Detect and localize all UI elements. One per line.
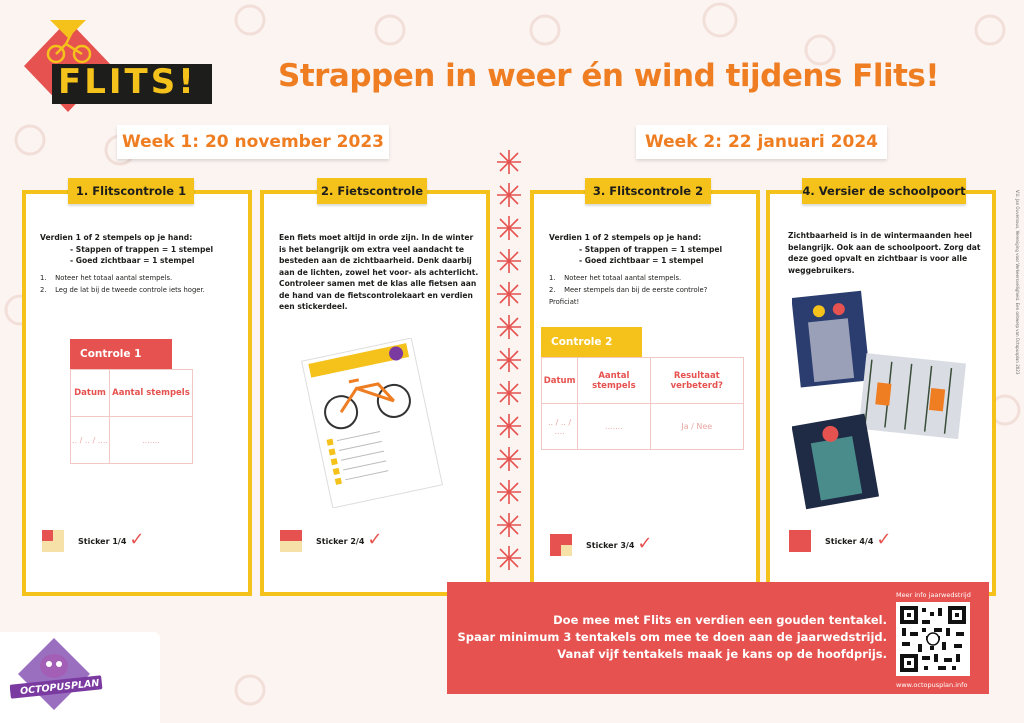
card3-intro: Verdien 1 of 2 stempels op je hand: [549, 233, 702, 242]
list-item: 1. Noteer het totaal aantal stempels. [40, 274, 173, 282]
card4-sticker [789, 530, 891, 552]
side-credit: V.U. Jan Ouvernous, Vereniging voor Verkeersveiligheid. Een ontwerp van Octopusplan 2023 [1015, 190, 1020, 375]
card3-stamps-field[interactable]: ....... [578, 404, 650, 450]
list-item: 2. Meer stempels dan bij de eerste controle? [549, 286, 708, 294]
sticker-icon [42, 530, 64, 552]
card1-intro: Verdien 1 of 2 stempels op je hand: [40, 233, 193, 242]
card4-text: Zichtbaarheid is in de wintermaanden heel belangrijk. Ook aan de schoolpoort. Zorg dat deze goed opvalt en zichtbaar is voor alle weggebruikers. [788, 231, 981, 275]
sticker-label: Sticker 4/4 [825, 536, 874, 546]
flits-logo-text: FLITS! [58, 62, 197, 102]
banner-line-1: Doe mee met Flits en verdien een gouden tentakel. [553, 613, 887, 627]
card1-col-datum: Datum [71, 370, 110, 417]
card1-date-field[interactable]: .. / .. / .... [71, 417, 110, 464]
card3-table-title: Controle 2 [541, 327, 642, 357]
card3-rule1: - Stappen of trappen = 1 stempel [579, 244, 723, 254]
card3-col-resultaat: Resultaat verbeterd? [650, 358, 743, 404]
card3-rules [549, 232, 749, 267]
page-title: Strappen in weer én wind tijdens Flits! [278, 58, 940, 94]
sticker-icon [280, 530, 302, 552]
card3-list [549, 272, 749, 308]
card3-sticker [550, 534, 652, 556]
snowflake-column [495, 148, 523, 578]
card4-title: 4. Versier de schoolpoort [802, 178, 966, 204]
card1-rule1: - Stappen of trappen = 1 stempel [70, 244, 214, 254]
sticker-icon [550, 534, 572, 556]
sticker-icon [789, 530, 811, 552]
week1-label: Week 1: 20 november 2023 [117, 125, 389, 159]
banner-line-3: Vanaf vijf tentakels maak je kans op de hoofdprijs. [557, 647, 887, 661]
card2-text: Een fiets moet altijd in orde zijn. In de winter is het belangrijk om extra veel aandacht te besteden aan de zichtbaarheid. Denk daarbij aan de lichten, zowel het voor- als achterlicht. Controleer samen met de klas alle fietsen aan de hand van de fietscontrolekaart en verdien een stickerdeel. [279, 233, 479, 311]
card1-rule2: - Goed zichtbaar = 1 stempel [70, 256, 195, 265]
flits-logo [20, 18, 215, 116]
card1-table-title: Controle 1 [70, 339, 172, 369]
card2-title: 2. Fietscontrole [317, 178, 427, 204]
card3-rule2: - Goed zichtbaar = 1 stempel [579, 256, 704, 265]
octopusplan-logo [0, 632, 160, 723]
banner-text [457, 612, 887, 663]
check-icon: ✓ [876, 528, 892, 550]
qr-code-icon [900, 606, 966, 672]
card1-rules [40, 232, 240, 267]
sticker-label: Sticker 3/4 [586, 540, 635, 550]
list-item: 2. Leg de lat bij de tweede controle iets hoger. [40, 286, 205, 294]
sticker-label: Sticker 1/4 [78, 536, 127, 546]
card3-date-field[interactable]: .. / .. / .... [542, 404, 578, 450]
card1-title: 1. Flitscontrole 1 [68, 178, 194, 204]
qr-caption: Meer info jaarwedstrijd [896, 591, 971, 599]
card3-result-field[interactable]: Ja / Nee [650, 404, 743, 450]
check-icon: ✓ [367, 528, 383, 550]
sticker-label: Sticker 2/4 [316, 536, 365, 546]
card1-sticker [42, 530, 144, 552]
card1-list [40, 272, 240, 296]
school-gate-photos [792, 290, 972, 510]
bicycle-check-card-image [298, 338, 446, 508]
banner-url[interactable]: www.octopusplan.info [896, 681, 968, 689]
card3-title: 3. Flitscontrole 2 [585, 178, 711, 204]
card3-col-datum: Datum [542, 358, 578, 404]
card3-table [541, 357, 744, 450]
list-item: Proficiat! [549, 298, 580, 306]
card1-stamps-field[interactable]: ....... [109, 417, 192, 464]
octopusplan-logo-text: OCTOPUSPLAN [19, 677, 100, 698]
card1-col-stempels: Aantal stempels [109, 370, 192, 417]
card2-sticker [280, 530, 382, 552]
check-icon: ✓ [637, 532, 653, 554]
list-item: 1. Noteer het totaal aantal stempels. [549, 274, 682, 282]
banner-line-2: Spaar minimum 3 tentakels om mee te doen aan de jaarwedstrijd. [457, 630, 887, 644]
card3-col-stempels: Aantal stempels [578, 358, 650, 404]
card1-table [70, 369, 193, 464]
week2-label: Week 2: 22 januari 2024 [636, 125, 887, 159]
qr-code[interactable] [896, 602, 970, 676]
check-icon: ✓ [129, 528, 145, 550]
